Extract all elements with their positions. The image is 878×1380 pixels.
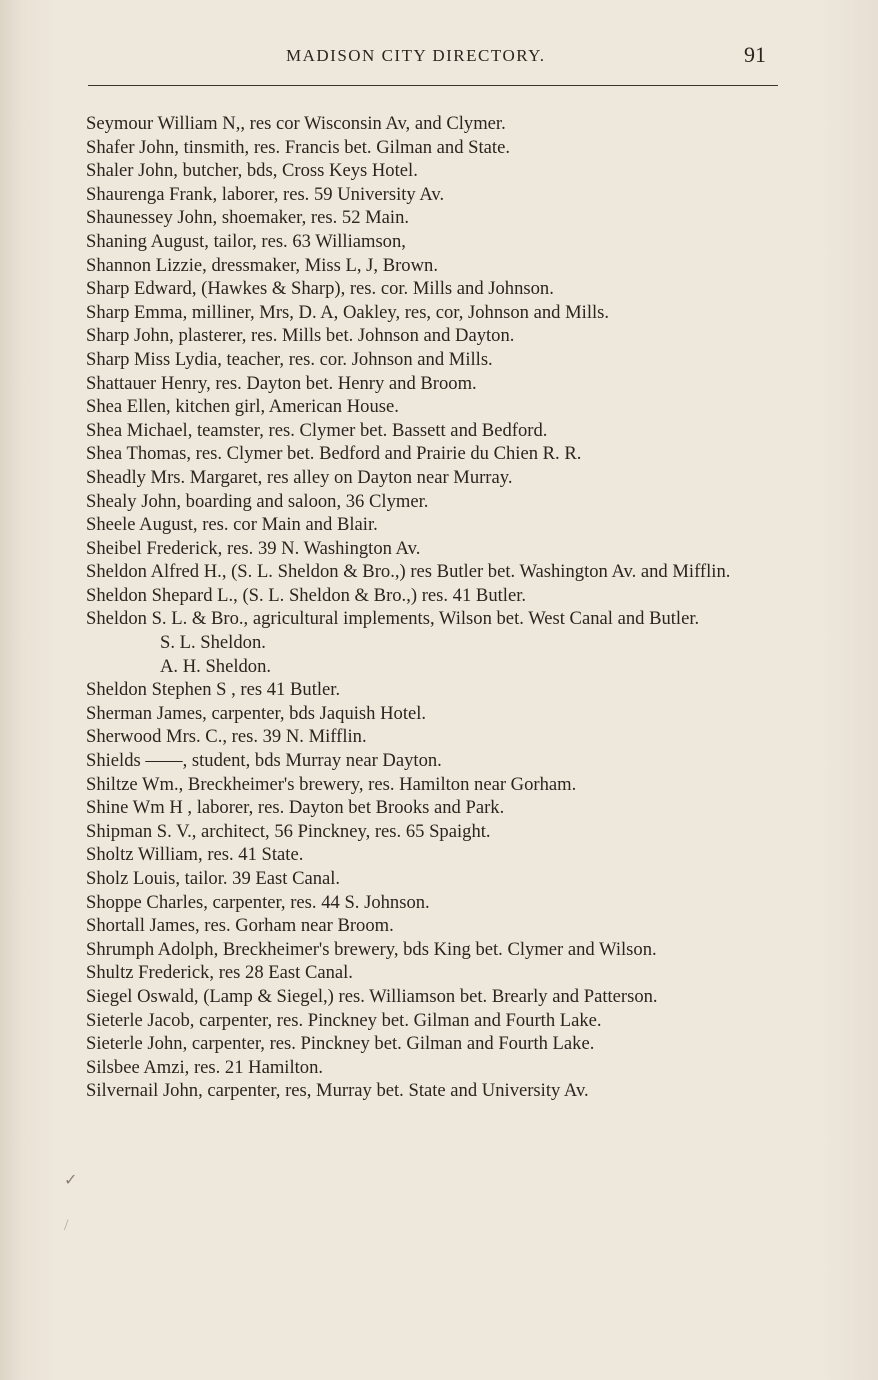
directory-entry: Sholtz William, res. 41 State. <box>86 844 304 866</box>
directory-entry: Shea Ellen, kitchen girl, American House. <box>86 396 399 418</box>
directory-entry: Seymour William N,, res cor Wisconsin Av, and Clymer. <box>86 113 506 134</box>
directory-entry: Shafer John, tinsmith, res. Francis bet. Gilman and State. <box>86 136 510 158</box>
pencil-mark-icon: / <box>64 1217 69 1234</box>
directory-entry: Sheadly Mrs. Margaret, res alley on Dayton near Murray. <box>86 466 513 488</box>
page-number: 91 <box>744 42 766 67</box>
directory-entry: Shealy John, boarding and saloon, 36 Clymer. <box>86 490 429 512</box>
partner-listing: A. H. Sheldon. <box>160 655 272 677</box>
directory-entry: Sieterle John, carpenter, res. Pinckney bet. Gilman and Fourth Lake. <box>86 1033 595 1055</box>
directory-entry: Sieterle Jacob, carpenter, res. Pinckney bet. Gilman and Fourth Lake. <box>86 1009 602 1031</box>
directory-entry: Shaurenga Frank, laborer, res. 59 University Av. <box>86 183 445 205</box>
directory-entry: Shields ——, student, bds Murray near Dayton. <box>86 750 442 772</box>
directory-entry: Sherwood Mrs. C., res. 39 N. Mifflin. <box>86 726 367 748</box>
directory-entry: Sharp Miss Lydia, teacher, res. cor. Johnson and Mills. <box>86 348 493 370</box>
directory-entry: Sharp Edward, (Hawkes & Sharp), res. cor. Mills and Johnson. <box>86 278 554 300</box>
directory-entry: Sholz Louis, tailor. 39 East Canal. <box>86 868 341 889</box>
directory-entry: Shultz Frederick, res 28 East Canal. <box>86 962 353 984</box>
directory-entry: Silvernail John, carpenter, res, Murray bet. State and University Av. <box>86 1080 589 1102</box>
directory-entry: Shaning August, tailor, res. 63 Williamson, <box>86 230 406 252</box>
directory-entry: Sheldon S. L. & Bro., agricultural implements, Wilson bet. West Canal and Butler. <box>86 608 700 630</box>
pencil-check-mark-icon: ✓ <box>64 1172 78 1189</box>
directory-entry: Sheldon Alfred H., (S. L. Sheldon & Bro.,) res Butler bet. Washington Av. and Mifflin. <box>86 561 731 583</box>
partner-listing: S. L. Sheldon. <box>160 632 266 654</box>
directory-entry: Shine Wm H , laborer, res. Dayton bet Brooks and Park. <box>86 797 505 819</box>
running-title: MADISON CITY DIRECTORY. <box>286 46 546 65</box>
directory-entry: Shrumph Adolph, Breckheimer's brewery, bds King bet. Clymer and Wilson. <box>86 938 657 960</box>
page-header <box>0 40 878 80</box>
directory-entry: Shea Thomas, res. Clymer bet. Bedford and Prairie du Chien R. R. <box>86 443 582 465</box>
directory-entry: Sheldon Stephen S , res 41 Butler. <box>86 679 341 701</box>
directory-entry: Shoppe Charles, carpenter, res. 44 S. Johnson. <box>86 891 430 913</box>
directory-entry: Sheele August, res. cor Main and Blair. <box>86 514 378 536</box>
directory-entry: Sheldon Shepard L., (S. L. Sheldon & Bro.,) res. 41 Butler. <box>86 584 527 606</box>
directory-entry: Sheibel Frederick, res. 39 N. Washington Av. <box>86 537 421 559</box>
directory-entry: Shortall James, res. Gorham near Broom. <box>86 915 394 937</box>
directory-entry: Siegel Oswald, (Lamp & Siegel,) res. Williamson bet. Brearly and Patterson. <box>86 985 658 1007</box>
directory-entries <box>86 112 788 1103</box>
directory-entry: Shaler John, butcher, bds, Cross Keys Hotel. <box>86 160 418 182</box>
directory-entry: Shattauer Henry, res. Dayton bet. Henry and Broom. <box>86 372 477 394</box>
header-rule <box>88 85 778 86</box>
directory-entry: Sherman James, carpenter, bds Jaquish Hotel. <box>86 702 427 724</box>
directory-entry: Shaunessey John, shoemaker, res. 52 Main. <box>86 207 410 229</box>
directory-entry: Shiltze Wm., Breckheimer's brewery, res. Hamilton near Gorham. <box>86 773 577 795</box>
directory-entry: Sharp John, plasterer, res. Mills bet. Johnson and Dayton. <box>86 325 515 347</box>
directory-entry: Silsbee Amzi, res. 21 Hamilton. <box>86 1056 324 1078</box>
directory-entry: Shipman S. V., architect, 56 Pinckney, res. 65 Spaight. <box>86 820 491 842</box>
directory-entry: Sharp Emma, milliner, Mrs, D. A, Oakley, res, cor, Johnson and Mills. <box>86 301 610 323</box>
directory-entry: Shea Michael, teamster, res. Clymer bet. Bassett and Bedford. <box>86 419 548 441</box>
directory-entry: Shannon Lizzie, dressmaker, Miss L, J, Brown. <box>86 254 438 276</box>
